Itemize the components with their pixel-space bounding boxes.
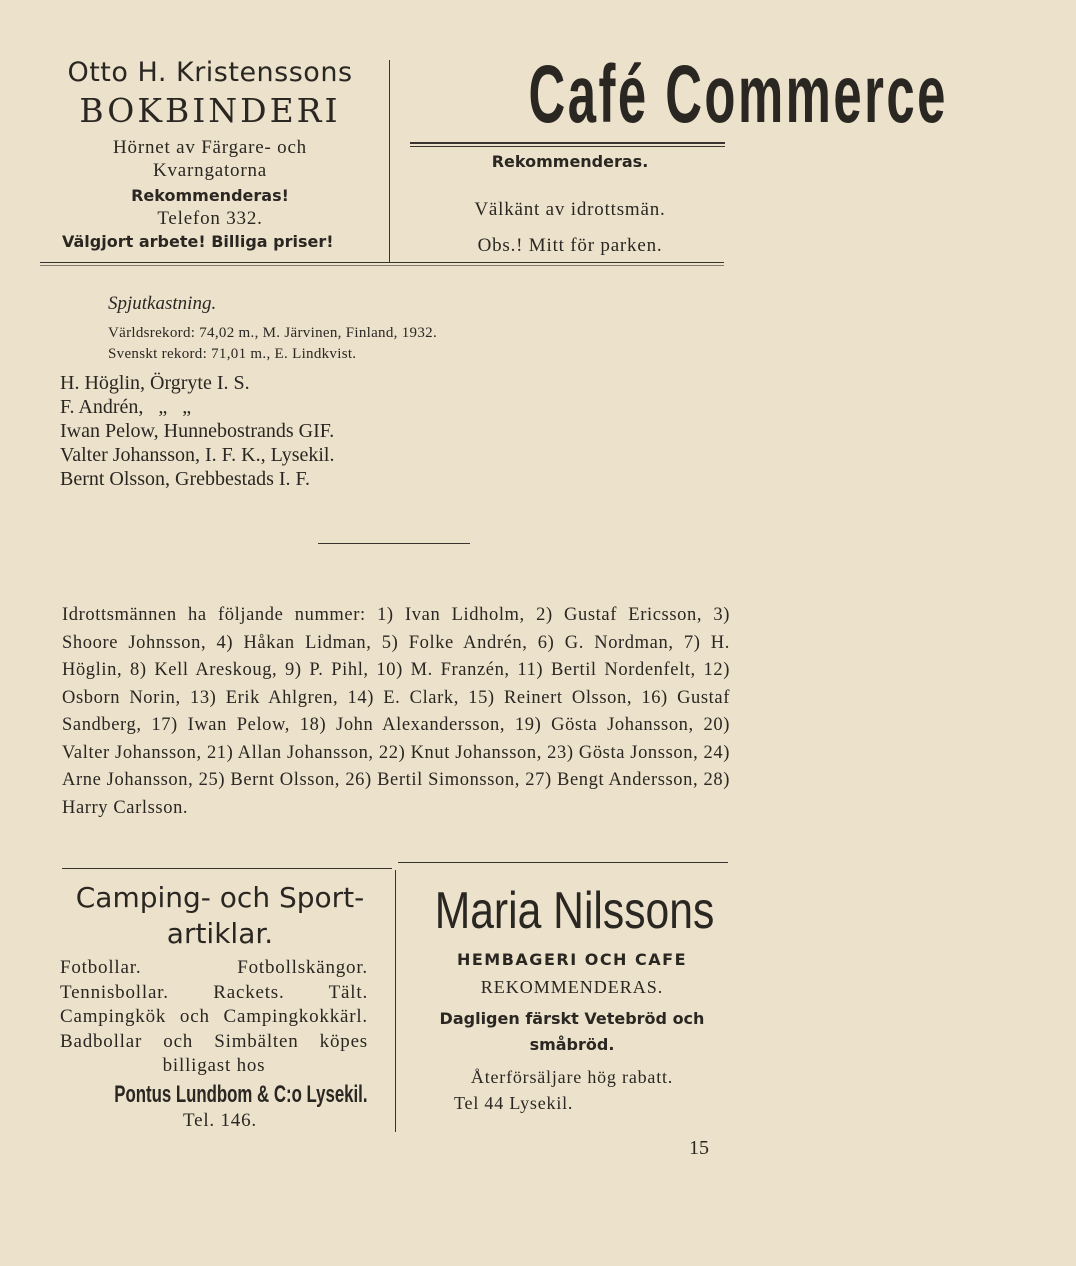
event-header — [108, 290, 608, 364]
participant-row: Bernt Olsson, Grebbestads I. F. — [60, 468, 311, 490]
cafe-recommend: Rekommenderas. — [491, 152, 649, 171]
bokbinderi-phone: Telefon 332. — [157, 208, 263, 229]
camping-title-1: Camping- och Sport- — [75, 881, 365, 914]
cafe-known: Välkänt av idrottsmän. — [474, 199, 666, 220]
cafe-details — [400, 150, 740, 258]
bokbinderi-recommend: Rekommenderas! — [131, 186, 289, 205]
cafe-rule-1 — [410, 142, 725, 144]
camping-body: Fotbollar. Fotbollskängor. Tennisbollar. Rackets. Tält. Campingkök och Campingkokkärl. Badbollar och Simbälten köpes billigast hos — [60, 957, 368, 1076]
ad-maria-nilssons — [404, 878, 740, 1116]
cafe-title: Café Commerce — [528, 49, 948, 140]
cafe-rule-2 — [410, 146, 725, 147]
bottom-ads-top-rule-left — [62, 868, 392, 869]
maria-title: Maria Nilssons — [434, 882, 715, 940]
bokbinderi-owner: Otto H. Kristenssons — [67, 57, 353, 88]
maria-resellers: Återförsäljare hög rabatt. — [470, 1067, 674, 1087]
bottom-divider-vertical — [395, 870, 396, 1132]
page-number: 15 — [689, 1137, 709, 1159]
bokbinderi-address-2: Kvarngatorna — [152, 160, 268, 181]
camping-shop: Pontus Lundbom & C:o Lysekil. — [114, 1080, 368, 1108]
bokbinderi-slogan: Välgjort arbete! Billiga priser! — [62, 232, 334, 251]
top-ads-bottom-rule-2 — [40, 265, 724, 266]
participant-row: Valter Johansson, I. F. K., Lysekil. — [60, 444, 335, 466]
participant-row: H. Höglin, Örgryte I. S. — [60, 372, 250, 394]
event-world-record: Världsrekord: 74,02 m., M. Järvinen, Finland, 1932. — [108, 325, 438, 341]
bokbinderi-title: BOKBINDERI — [79, 91, 341, 130]
camping-phone: Tel. 146. — [183, 1109, 257, 1131]
bottom-ads-top-rule-right — [398, 862, 728, 863]
event-title: Spjutkastning. — [108, 293, 217, 314]
maria-phone: Tel 44 Lysekil. — [454, 1093, 574, 1113]
bokbinderi-address-1: Hörnet av Färgare- och — [113, 137, 307, 158]
ad-camping — [60, 880, 380, 1133]
cafe-note: Obs.! Mitt för parken. — [477, 235, 663, 256]
camping-title-2: artiklar. — [166, 917, 274, 950]
top-ads-bottom-rule — [40, 262, 724, 263]
section-divider — [318, 543, 470, 544]
maria-subtitle: HEMBAGERI OCH CAFE — [456, 950, 687, 969]
athlete-numbers-paragraph: Idrottsmännen ha följande nummer: 1) Ivan Lidholm, 2) Gustaf Ericsson, 3) Shoore Johnsson, 4) Håkan Lidman, 5) Folke Andrén, 6) G. Nordman, 7) H. Höglin, 8) Kell Areskoug, 9) P. Pihl, 10) M. Franzén, 11) Bertil Nordenfelt, 12) Osborn Norin, 13) Erik Ahlgren, 14) E. Clark, 15) Reinert Olsson, 16) Gustaf Sandberg, 17) Iwan Pelow, 18) John Alexandersson, 19) Gösta Johansson, 20) Valter Johansson, 21) Allan Johansson, 22) Knut Johansson, 23) Gösta Jonsson, 24) Arne Johansson, 25) Bernt Olsson, 26) Bertil Simonsson, 27) Bengt Andersson, 28) Harry Carlsson. — [62, 605, 730, 818]
maria-daily: Dagligen färskt Vetebröd och småbröd. — [439, 1009, 705, 1054]
event-swedish-record: Svenskt rekord: 71,01 m., E. Lindkvist. — [108, 346, 357, 362]
participant-row: Iwan Pelow, Hunnebostrands GIF. — [60, 420, 335, 442]
ad-bokbinderi — [40, 56, 380, 254]
participant-list — [60, 371, 480, 491]
ad-cafe-commerce — [400, 48, 948, 142]
participant-row: F. Andrén, „ „ — [60, 396, 192, 418]
maria-recommend: REKOMMENDERAS. — [480, 977, 664, 997]
top-divider-vertical — [389, 60, 390, 262]
